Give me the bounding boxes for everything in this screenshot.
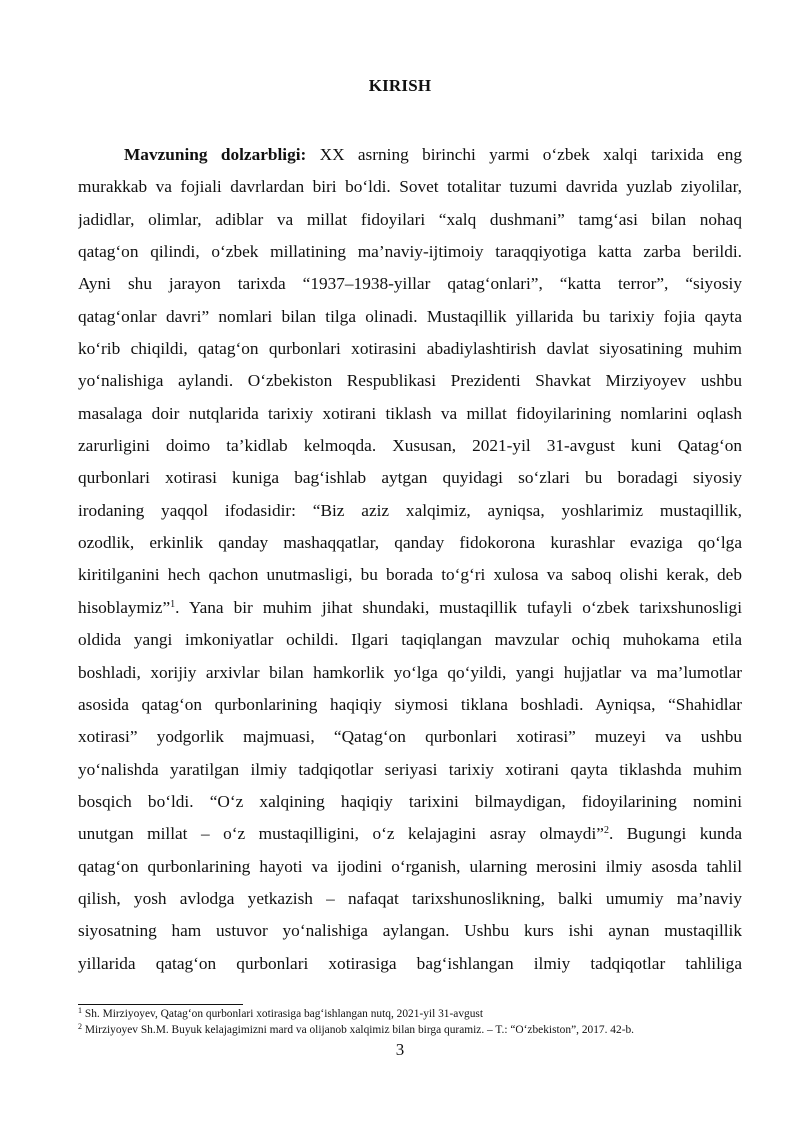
paragraph-line: qatag‘on qilindi, o‘zbek millatining ma’naviy-ijtimoiy taraqqiyotiga katta zarba berildi.	[78, 242, 742, 262]
paragraph-line: Ayni shu jarayon tarixda “1937–1938-yillar qatag‘onlari”, “katta terror”, “siyosiy	[78, 274, 742, 294]
footnotes	[78, 1006, 748, 1038]
paragraph-line: unutgan millat – o‘z mustaqilligini, o‘z kelajagini asray olmaydi”$^2$. Bugungi kunda	[78, 824, 742, 844]
paragraph-line: oldida yangi imkoniyatlar ochildi. Ilgari taqiqlangan mavzular ochiq muhokama etila	[78, 630, 742, 650]
paragraph-line: yo‘nalishda yaratilgan ilmiy tadqiqotlar seriyasi tarixiy xotirani qayta tiklashda muhim	[78, 759, 742, 779]
paragraph-line: jadidlar, olimlar, adiblar va millat fidoyilari “xalq dushmani” tamg‘asi bilan nohaq	[78, 209, 742, 229]
paragraph-line: ko‘rib chiqildi, qatag‘on qurbonlari xotirasini abadiylashtirish davlat siyosatining muhim	[78, 339, 742, 359]
paragraph-line: yo‘nalishiga aylandi. O‘zbekiston Respublikasi Prezidenti Shavkat Mirziyoyev ushbu	[78, 371, 742, 391]
paragraph-line: masalaga doir nutqlarida tarixiy xotirani tiklash va millat fidoyilarining nomlarini oqlash	[78, 403, 742, 423]
paragraph-line: siyosatning ham ustuvor yo‘nalishiga aylangan. Ushbu kurs ishi aynan mustaqillik	[78, 921, 742, 941]
footnote-ref-1[interactable]: 1	[170, 598, 176, 610]
paragraph-line: qilish, yosh avlodga yetkazish – nafaqat tarixshunoslikning, balki umumiy ma’naviy	[78, 888, 742, 908]
paragraph-line: qurbonlari xotirasi kuniga bag‘ishlab aytgan quyidagi so‘zlari bu boradagi siyosiy	[78, 468, 742, 488]
paragraph-line: asosida qatag‘on qurbonlarining haqiqiy siymosi tiklana boshladi. Ayniqsa, “Shahidlar	[78, 694, 742, 714]
footnote-ref-2[interactable]: 2	[603, 825, 609, 837]
body-paragraph	[78, 139, 742, 980]
footnote-item: $^1$ Sh. Mirziyoyev, Qatag‘on qurbonlari xotirasiga bag‘ishlangan nutq, 2021-yil 31-avgust	[78, 1006, 484, 1020]
paragraph-line: Mavzuning dolzarbligi: XX asrning birinchi yarmi o‘zbek xalqi tarixida eng	[124, 145, 742, 164]
paragraph-line: qatag‘onlar davri” nomlari bilan tilga olinadi. Mustaqillik yillarida bu tarixiy fojia qayta	[78, 306, 742, 326]
paragraph-line: kiritilganini hech qachon unutmasligi, bu borada to‘g‘ri xulosa va saboq olishi kerak, deb	[78, 565, 742, 585]
paragraph-line: xotirasi” yodgorlik majmuasi, “Qatag‘on qurbonlari xotirasi” muzeyi va ushbu	[78, 727, 742, 747]
footnote-item: $^2$ Mirziyoyev Sh.M. Buyuk kelajagimizni mard va olijanob xalqimiz bilan birga quramiz. – T.: “O‘zbekiston”, 2017. 42-b.	[78, 1022, 635, 1036]
paragraph-line: hisoblaymiz”$^1$. Yana bir muhim jihat shundaki, mustaqillik tufayli o‘zbek tarixshunosligi	[78, 597, 742, 617]
paragraph-line: yillarida qatag‘on qurbonlari xotirasiga bag‘ishlangan ilmiy tadqiqotlar tahliliga	[78, 953, 742, 973]
paragraph-line: zarurligini doimo ta’kidlab kelmoqda. Xususan, 2021-yil 31-avgust kuni Qatag‘on	[78, 436, 742, 456]
lead-phrase: Mavzuning dolzarbligi:	[124, 145, 307, 164]
paragraph-line: qatag‘on qurbonlarining hayoti va ijodini o‘rganish, ularning merosini ilmiy asosda tahlil	[78, 856, 742, 876]
paragraph-line: boshladi, xorijiy arxivlar bilan hamkorlik yo‘lga qo‘yildi, yangi hujjatlar va ma’lumotlar	[78, 662, 742, 682]
paragraph-line: irodaning yaqqol ifodasidir: “Biz aziz xalqimiz, ayniqsa, yoshlarimiz mustaqillik,	[78, 500, 742, 520]
paragraph-line: bosqich bo‘ldi. “O‘z xalqining haqiqiy tarixini bilmaydigan, fidoyilarining nomini	[78, 791, 742, 811]
paragraph-line: murakkab va fojiali davrlardan biri bo‘ldi. Sovet totalitar tuzumi davrida yuzlab ziyolilar,	[78, 177, 742, 197]
page-number: 3	[395, 1040, 405, 1059]
paragraph-line: ozodlik, erkinlik qanday mashaqqatlar, qanday fidokorona kurashlar evaziga qo‘lga	[78, 533, 742, 553]
footnote-divider	[78, 1004, 243, 1005]
page-title: KIRISH	[368, 76, 432, 95]
